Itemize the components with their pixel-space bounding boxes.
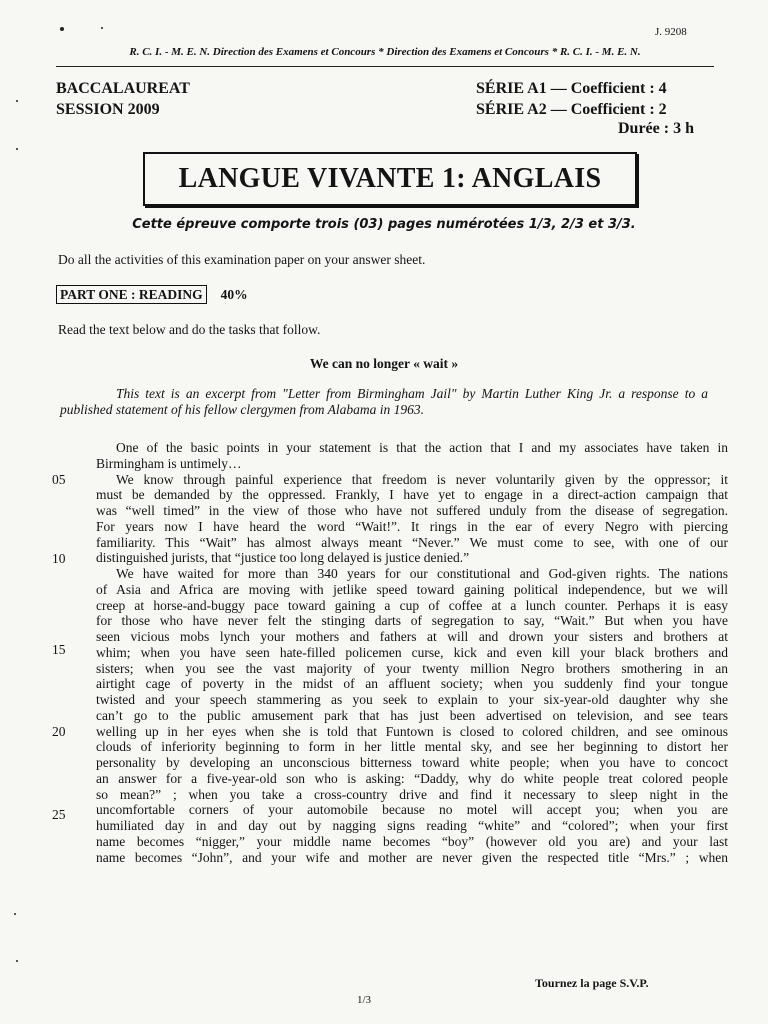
text-line: whim; when you have seen hate-filled policemen curse, kick and even kill your black brothers and [96,644,728,660]
general-instruction: Do all the activities of this examination paper on your answer sheet. [58,252,426,267]
part-one-label: PART ONE : READING [56,285,207,304]
text-line: For years now I have heard the word “Wait!”. It rings in the ear of every Negro with piercing [96,518,728,534]
text-line: was “well timed” in the view of those who have not suffered unduly from the disease of segregation. [96,503,728,518]
text-line: We have waited for more than 340 years for our constitutional and God-given rights. The nations [116,566,728,581]
text-line: uncomfortable corners of your automobile because no motel will accept you; when you are [96,802,728,818]
text-title: We can no longer « wait » [309,356,459,371]
margin-mark [16,100,18,102]
text-line: distinguished jurists, that “justice too long delayed is justice denied.” [96,550,470,566]
text-line: can’t go to the public amusement park that has just been advertised on television, and see tears [96,707,728,723]
text-line: humiliated day in and day out by nagging signs reading “white” and “colored”; when your first [96,818,728,833]
text-line: for those who have never felt the stinging darts of segregation to say, “Wait.” But when you have [96,613,728,629]
text-line: must be demanded by the oppressed. Frankly, I have yet to engage in a direct-action campaign that [96,487,728,503]
part-one-heading [56,285,248,304]
series-a2: SÉRIE A2 — Coefficient : 2 [476,101,667,118]
text-line: We know through painful experience that freedom is never voluntarily given by the oppressor; it [116,471,728,487]
exam-session: SESSION 2009 [56,101,160,118]
text-line: clouds of inferiority beginning to form in her little mental sky, and see her beginning to distort her [96,739,728,755]
line-number: 20 [52,724,66,739]
page-number: 1/3 [357,994,372,1006]
text-line: of Asia and Africa are moving with jetlike speed toward gaining political independence, but we will [96,581,728,597]
header-institution-line: R. C. I. - M. E. N. Direction des Examens et Concours * Direction des Examens et Concours * R. C. I. - M. E. N. [129,46,641,58]
margin-mark [60,27,64,31]
subject-title-box [143,152,637,206]
excerpt-note: This text is an excerpt from "Letter from Birmingham Jail" by Martin Luther King Jr. a response to a published statement of his fellow clergymen from Alabama in 1963. [60,386,708,417]
exam-name: BACCALAUREAT [56,80,190,97]
text-line: familiarity. This “Wait” has almost always meant “Never.” We must come to see, with one of our [96,534,728,550]
header-divider [56,66,714,67]
reading-text [96,440,728,865]
text-line: airtight cage of poverty in the midst of an affluent society; when you suddenly find your tongue [96,676,728,692]
text-line: seen vicious mobs lynch your mothers and fathers at will and drown your sisters and brothers at [96,629,728,644]
series-a1: SÉRIE A1 — Coefficient : 4 [476,80,667,97]
text-line: creep at horse-and-buggy pace toward gaining a cup of coffee at a lunch counter. Perhaps it is easy [96,597,728,613]
reading-instruction: Read the text below and do the tasks that follow. [58,322,321,337]
text-line: One of the basic points in your statement is that the action that I and my associates have taken in [116,440,728,455]
reference-code: J. 9208 [655,26,687,38]
line-number: 05 [52,472,66,487]
text-line: personality by developing an unconscious bitterness toward white people; when you have to concoct [96,755,728,770]
text-line: twisted and your speech stammering as you seek to explain to your six-year-old daughter why she [96,692,728,707]
text-line: name becomes “nigger,” your middle name becomes “boy” (however old you are) and your last [96,833,728,849]
margin-mark [101,27,103,29]
line-number: 10 [52,551,66,566]
text-line: an answer for a five-year-old son who is asking: “Daddy, why do white people treat colored people [96,770,728,786]
exam-info [56,78,190,120]
part-one-percent: 40% [220,286,248,302]
text-line: sisters; when you see the vast majority of your twenty million Negro brothers smothering in an [96,660,728,676]
text-line: welling up in her eyes when she is told that Funtown is closed to colored children, and see ominous [96,723,728,739]
line-number: 25 [52,807,66,822]
series-info [476,78,667,120]
exam-duration: Durée : 3 h [618,120,694,137]
margin-mark [16,960,18,962]
margin-mark [14,913,16,915]
line-number: 15 [52,642,66,657]
text-line: name becomes “John”, and your wife and mother are never given the respected title “Mrs.” ; when [96,849,728,865]
text-line: Birmingham is untimely… [96,455,242,471]
pages-note: Cette épreuve comporte trois (03) pages numérotées 1/3, 2/3 et 3/3. [132,217,636,232]
margin-mark [16,148,18,150]
text-line: so mean?” ; when you take a cross-country drive and find it necessary to sleep night in the [96,786,728,802]
turn-page-note: Tournez la page S.V.P. [535,976,649,990]
subject-title: LANGUE VIVANTE 1: ANGLAIS [178,163,602,194]
